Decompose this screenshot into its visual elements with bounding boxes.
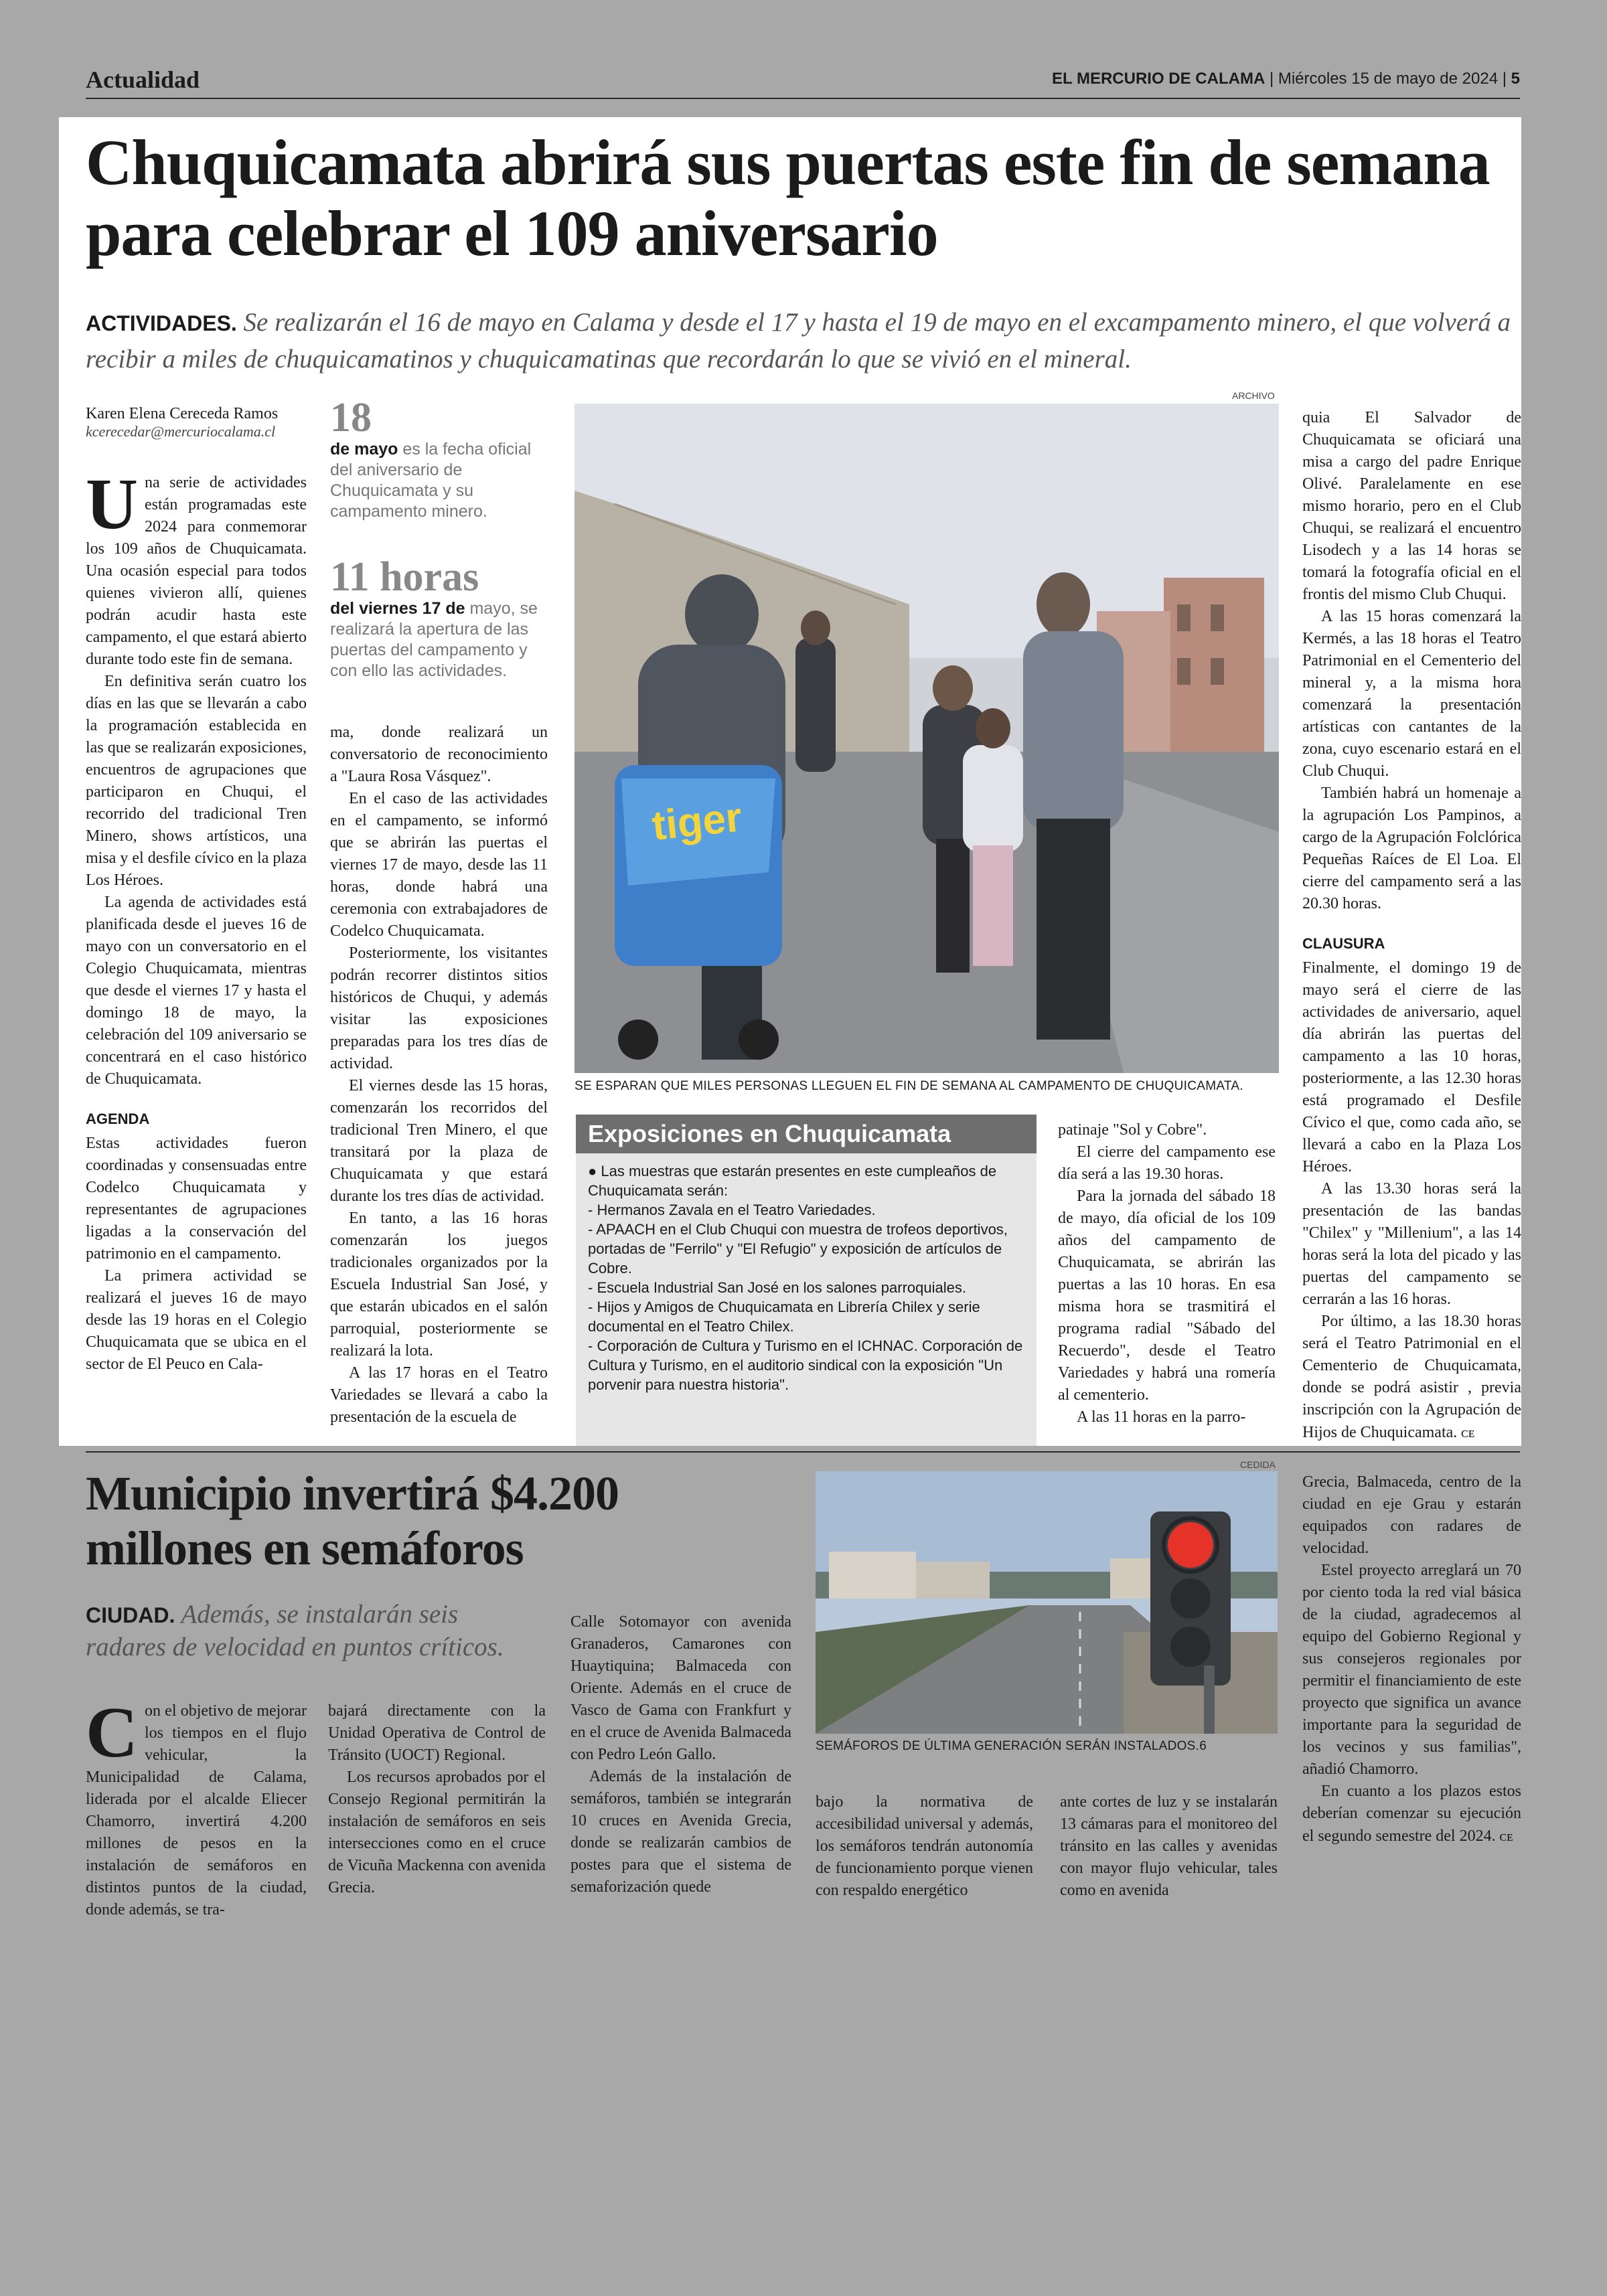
paragraph: El viernes desde las 15 horas, comenzarán los recorridos del tradicional Tren Minero, el que transitará por la plaza de Chuquicamata y que estará durante los tres días de actividad. <box>330 1077 548 1205</box>
fact-bold: de mayo <box>330 440 398 459</box>
dropcap: U <box>86 465 138 544</box>
article2-column-6 <box>1302 1471 1521 1848</box>
paragraph: bajo la normativa de accesibilidad universal y además, los semáforos tendrán autonomía de funcionamiento porque vienen con respaldo energético <box>816 1793 1033 1899</box>
paragraph: También habrá un homenaje a la agrupación Los Pampinos, a cargo de la Agrupación Folclórica Pequeñas Raíces de El Loa. El cierre del campamento será a las 20.30 horas. <box>1302 785 1521 912</box>
paragraph: El cierre del campamento ese día será a las 19.30 horas. <box>1058 1143 1276 1183</box>
section-label: Actualidad <box>86 66 200 93</box>
article2-column-4 <box>816 1791 1033 1902</box>
paragraph <box>1302 1311 1521 1444</box>
paragraph: La primera actividad se realizará el jueves 16 de mayo desde las 19 horas en el Colegio Chuquicamata que se ubica en el sector de El Peuco en Cala- <box>86 1267 307 1373</box>
box-intro: ● Las muestras que estarán presentes en este cumpleaños de Chuquicamata serán: <box>588 1163 997 1199</box>
box-item: - Escuela Industrial San José en los salones parroquiales. <box>588 1279 966 1296</box>
article1-deck-text: Se realizarán el 16 de mayo en Calama y desde el 17 y hasta el 19 de mayo en el excampamento minero, el que volverá a recibir a miles de chuquicamatinos y chuquicamatinas que recordarán lo que se vivió en el mineral. <box>86 308 1511 374</box>
article1-deck <box>86 305 1519 378</box>
blanket-text: tiger <box>649 794 745 849</box>
box-item: - Hermanos Zavala en el Teatro Variedades. <box>588 1202 876 1218</box>
article2-deck-text: Además, se instalarán seis radares de velocidad en puntos críticos. <box>86 1600 504 1661</box>
paragraph: ma, donde realizará un conversatorio de reconocimiento a "Laura Rosa Vásquez". <box>330 724 548 785</box>
article1-column-3 <box>1058 1119 1276 1428</box>
subhead-clausura: CLAUSURA <box>1302 935 1385 952</box>
paragraph <box>1302 1781 1521 1848</box>
paragraph: En definitiva serán cuatro los días en las que se llevarán a cabo la programación establecida en las que se realizarán exposiciones, encuentros de agrupaciones que participaron en Chuqui, el recorrido del tradicional Tren Minero, shows artísticos, una misa y el desfile cívico en la plaza Los Héroes. <box>86 673 307 889</box>
paper-name: EL MERCURIO DE CALAMA <box>1052 70 1266 88</box>
paragraph: A las 17 horas en el Teatro Variedades se llevará a cabo la presentación de la escuela de <box>330 1364 548 1426</box>
paragraph: En el caso de las actividades en el campamento, se informó que se abrirán las puertas el viernes 17 de mayo, desde las 11 horas, donde habrá una ceremonia con extrabajadores de Codelco Chuquicamata. <box>330 790 548 940</box>
paragraph: Para la jornada del sábado 18 de mayo, día oficial de los 109 años del campamento de Chuquicamata, se abrirán las puertas a las 10 horas. En esa misma hora se trasmitirá el programa radial "Sábado del Recuerdo", desde el Teatro Variedades y habrá una romería al cementerio. <box>1058 1187 1276 1404</box>
photo-credit-2: CEDIDA <box>1240 1459 1276 1470</box>
author-name: Karen Elena Cereceda Ramos <box>86 405 279 422</box>
article2-column-1 <box>86 1693 307 1921</box>
article1-column-4 <box>1302 407 1521 1444</box>
news-photo-2 <box>816 1471 1278 1734</box>
end-mark: ᴄᴇ <box>1499 1827 1513 1844</box>
paragraph-text: En cuanto a los plazos estos deberían comenzar su ejecución el segundo semestre del 2024. <box>1302 1783 1521 1845</box>
paragraph: A las 11 horas en la parro- <box>1077 1408 1246 1426</box>
fact-number: 18 <box>330 395 372 440</box>
page-number: 5 <box>1511 70 1520 88</box>
article1-column-2 <box>330 722 548 1428</box>
article2-column-5 <box>1060 1791 1278 1902</box>
paragraph: A las 15 horas comenzará la Kermés, a las 18 horas el Teatro Patrimonial en el Cementerio del mineral y, a la misma hora comenzará la presentación artísticas con cantantes de la zona, cuyo escenario estará en el Club Chuqui. <box>1302 608 1521 780</box>
traffic-light-photo <box>816 1471 1278 1734</box>
fact-text: es la fecha oficial del aniversario de Chuquicamata y su campamento minero. <box>330 440 532 521</box>
article1-headline: Chuquicamata abrirá sus puertas este fin de semana para celebrar el 109 aniversario <box>86 127 1490 269</box>
paragraph: Los recursos aprobados por el Consejo Regional permitirán la instalación de semáforos en seis intersecciones como en el cruce de Vicuña Mackenna con avenida Grecia. <box>328 1769 546 1896</box>
header-rule <box>86 98 1520 99</box>
paragraph: bajará directamente con la Unidad Operativa de Control de Tránsito (UOCT) Regional. <box>328 1702 546 1764</box>
subhead-agenda: AGENDA <box>86 1111 150 1127</box>
issue-date: Miércoles 15 de mayo de 2024 <box>1278 70 1499 88</box>
paragraph: na serie de actividades están programadas este 2024 para conmemorar los 109 años de Chuquicamata. Una ocasión especial para todos quienes vivieron allí, quienes podrán acudir hasta este campamento, el que estará abierto durante todo este fin de semana. <box>86 474 307 668</box>
fact-box-2 <box>330 556 551 681</box>
paragraph: ante cortes de luz y se instalarán 13 cámaras para el monitoreo del tránsito en las calles y avenidas con mayor flujo vehicular, tales como en avenida <box>1060 1793 1278 1899</box>
dropcap: C <box>86 1693 138 1773</box>
article1-column-1 <box>86 465 307 1376</box>
article2-column-2 <box>328 1700 546 1899</box>
byline <box>86 405 313 440</box>
photo-credit: ARCHIVO <box>1232 390 1275 401</box>
paragraph: La agenda de actividades está planificada desde el jueves 16 de mayo con un conversatorio en el Colegio Chuquicamata, mientras que desde el viernes 17 y hasta el domingo 18 de mayo, la celebración del 109 aniversario se concentrará en el caso histórico de Chuquicamata. <box>86 894 307 1088</box>
masthead: EL MERCURIO DE CALAMA | Miércoles 15 de mayo de 2024 | 5 <box>1052 70 1520 88</box>
paragraph: A las 13.30 horas será la presentación de las bandas "Chilex" y "Millenium", a las 14 horas será la lota del picado y las puertas del campamento se cerrarán a las 16 horas. <box>1302 1180 1521 1308</box>
photo-caption-2: SEMÁFOROS DE ÚLTIMA GENERACIÓN SERÁN INSTALADOS.6 <box>816 1739 1207 1753</box>
paragraph: patinaje "Sol y Cobre". <box>1058 1121 1207 1139</box>
article2-column-3 <box>570 1611 791 1898</box>
article2-deck <box>86 1598 541 1663</box>
end-mark: ᴄᴇ <box>1461 1424 1475 1441</box>
fact-number: 11 horas <box>330 554 479 600</box>
article1-kicker: ACTIVIDADES. <box>86 311 237 335</box>
paragraph: Finalmente, el domingo 19 de mayo será el cierre de las actividades de aniversario, aquel día abrirán las puertas del campamento a las 10 horas, posteriormente, a las 12.30 horas está programado el Desfile Cívico el que, como cada año, se llevará a cabo en la Plaza Los Héroes. <box>1302 959 1521 1175</box>
fact-bold: del viernes 17 de <box>330 599 465 618</box>
paragraph-text: Por último, a las 18.30 horas será el Teatro Patrimonial en el Cementerio de Chuquicamata, donde se podrá asistir , previa inscripción con la Agrupación de Hijos de Chuquicamata. <box>1302 1313 1521 1441</box>
paragraph: Posteriormente, los visitantes podrán recorrer distintos sitios históricos de Chuqui, y además visitar las exposiciones preparadas para los tres días de actividad. <box>330 945 548 1072</box>
fact-box-1 <box>330 396 551 522</box>
article2-kicker: CIUDAD. <box>86 1603 175 1627</box>
section-divider <box>86 1451 1520 1453</box>
photo-caption: SE ESPARAN QUE MILES PERSONAS LLEGUEN EL FIN DE SEMANA AL CAMPAMENTO DE CHUQUICAMATA. <box>575 1079 1243 1093</box>
box-item: - Corporación de Cultura y Turismo en el ICHNAC. Corporación de Cultura y Turismo, en el auditorio sindical con la exposición "Un porvenir para nuestra historia". <box>588 1337 1023 1393</box>
campamento-photo <box>575 404 1279 1073</box>
paragraph: En tanto, a las 16 horas comenzarán los juegos tradicionales organizados por la Escuela Industrial San José, y que estarán ubicados en el salón parroquial, posteriormente se realizará la lota. <box>330 1210 548 1360</box>
paragraph: Estel proyecto arreglará un 70 por ciento toda la red vial básica de la ciudad, agradecemos al equipo del Gobierno Regional y sus consejeros regionales por permitir el financiamiento de este proyecto que significa un avance importante para la seguridad de los vecinos y sus familias", añadió Chamorro. <box>1302 1562 1521 1778</box>
paragraph: Grecia, Balmaceda, centro de la ciudad en eje Grau y estarán equipados con radares de velocidad. <box>1302 1473 1521 1557</box>
article2-headline: Municipio invertirá $4.200 millones en semáforos <box>86 1467 619 1575</box>
news-photo <box>575 404 1279 1073</box>
paragraph: on el objetivo de mejorar los tiempos en el flujo vehicular, la Municipalidad de Calama, liderada por el alcalde Eliecer Chamorro, invertirá 4.200 millones de pesos en la instalación de semáforos en distintos puntos de la ciudad, donde además, se tra- <box>86 1702 307 1918</box>
exposiciones-box <box>576 1115 1037 1446</box>
author-email: kcerecedar@mercuriocalama.cl <box>86 423 276 440</box>
box-body <box>576 1153 1037 1402</box>
paragraph: quia El Salvador de Chuquicamata se oficiará una misa a cargo del padre Enrique Olivé. Paralelamente en ese mismo horario, pero en el Club Chuqui, se realizará el encuentro Lisodech y a las 14 horas se tomará la fotografía oficial en el frontis del mismo Club Chuqui. <box>1302 409 1521 603</box>
paragraph: Además de la instalación de semáforos, también se integrarán 10 cruces en Avenida Grecia, donde se realizarán cambios de postes para que el sistema de semaforización quede <box>570 1768 791 1896</box>
paragraph: Calle Sotomayor con avenida Granaderos, Camarones con Huaytiquina; Balmaceda con Oriente. Además en el cruce de Vasco de Gama con Frankfurt y en el cruce de Avenida Balmaceda con Pedro León Gallo. <box>570 1613 791 1763</box>
paragraph: Estas actividades fueron coordinadas y consensuadas entre Codelco Chuquicamata y representantes de agrupaciones ligadas a la conservación del patrimonio en el campamento. <box>86 1135 307 1262</box>
box-item: - APAACH en el Club Chuqui con muestra de trofeos deportivos, portadas de "Ferrilo" y "El Refugio" y exposición de artículos de Cobre. <box>588 1221 1008 1277</box>
fact-text: mayo, se realizará la apertura de las puertas del campamento y con ello las actividades. <box>330 599 538 680</box>
box-title: Exposiciones en Chuquicamata <box>576 1115 1037 1153</box>
box-item: - Hijos y Amigos de Chuquicamata en Librería Chilex y serie documental en el Teatro Chilex. <box>588 1299 980 1335</box>
